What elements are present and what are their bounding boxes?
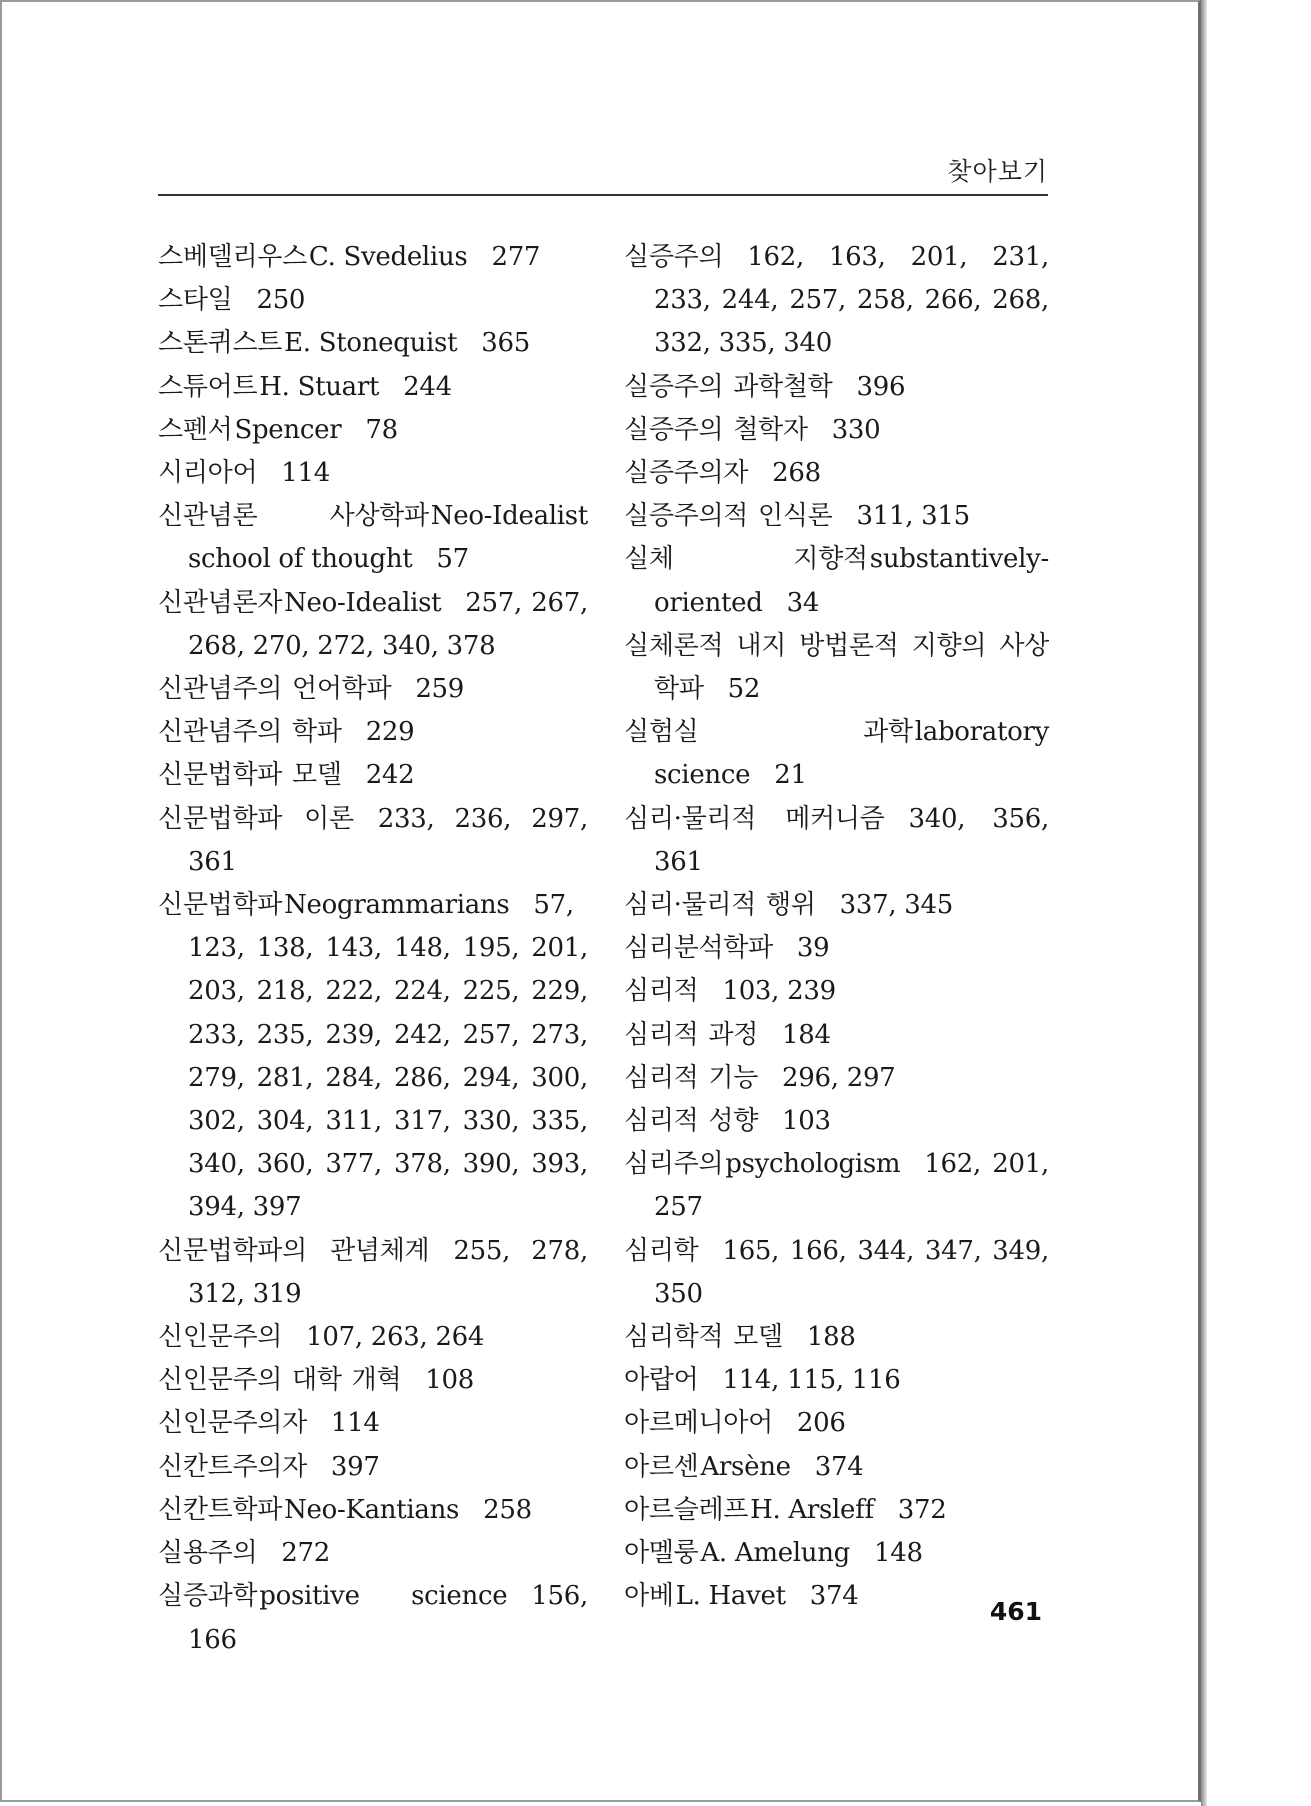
index-entry xyxy=(158,1575,588,1661)
index-term: 스튜어트 xyxy=(158,371,258,402)
index-entry xyxy=(158,798,588,884)
index-foreign-term: H. Arsleff xyxy=(750,1494,874,1525)
index-page-refs: 52 xyxy=(727,674,761,705)
index-term: 심리적 과정 xyxy=(624,1019,759,1050)
index-term: 신인문주의자 xyxy=(158,1408,307,1439)
running-header: 찾아보기 xyxy=(947,157,1048,186)
index-entry xyxy=(624,970,1049,1013)
index-term: 스베델리우스 xyxy=(158,242,307,272)
index-term: 스펜서 xyxy=(158,414,233,445)
index-term: 신문법학파 이론 xyxy=(158,803,354,834)
index-entry xyxy=(624,1402,1049,1445)
index-term: 심리주의 xyxy=(624,1149,724,1180)
index-term: 심리학 xyxy=(624,1235,699,1266)
index-term: 실증주의적 인식론 xyxy=(624,501,833,532)
index-entry xyxy=(158,1230,588,1316)
index-page-refs: 397 xyxy=(330,1451,380,1482)
index-page-refs: 165, 166, 344, 347, 349, 350 xyxy=(654,1235,1049,1309)
index-page-refs: 374 xyxy=(814,1451,864,1482)
index-entry xyxy=(158,668,588,711)
index-page-refs: 184 xyxy=(782,1019,831,1050)
index-page-refs: 108 xyxy=(425,1365,475,1396)
index-entry xyxy=(624,366,1049,409)
index-entry xyxy=(158,582,588,668)
index-entry xyxy=(158,1446,588,1489)
index-page-refs: 259 xyxy=(415,674,465,705)
index-foreign-term: E. Stonequist xyxy=(284,328,458,359)
index-entry xyxy=(158,409,588,452)
index-page-refs: 188 xyxy=(806,1322,856,1353)
index-page-refs: 330 xyxy=(831,414,881,445)
index-entry xyxy=(624,1446,1049,1489)
index-page-refs: 374 xyxy=(809,1581,859,1612)
index-entry xyxy=(158,884,588,1230)
index-page-refs: 114, 115, 116 xyxy=(722,1365,901,1396)
index-page-refs: 296, 297 xyxy=(782,1062,896,1093)
index-page-refs: 114 xyxy=(330,1408,380,1439)
index-term: 아르슬레프 xyxy=(624,1494,749,1525)
index-entry xyxy=(158,1402,588,1445)
index-page-refs: 311, 315 xyxy=(856,501,970,532)
index-term: 심리적 기능 xyxy=(624,1062,759,1093)
index-entry xyxy=(624,1230,1049,1316)
index-term: 심리적 성향 xyxy=(624,1106,759,1137)
index-column-left xyxy=(158,236,588,1662)
page-edge-shadow xyxy=(1201,0,1207,1806)
index-page-refs: 78 xyxy=(365,414,398,445)
index-term: 실증주의자 xyxy=(624,458,749,489)
index-term: 신칸트학파 xyxy=(158,1494,283,1525)
index-term: 실용주의 xyxy=(158,1538,258,1569)
index-foreign-term: substantively-oriented xyxy=(654,544,1049,618)
index-entry xyxy=(158,1359,588,1402)
index-term: 아베 xyxy=(624,1581,674,1612)
index-term: 신관념론 사상학파 xyxy=(158,501,429,532)
index-entry xyxy=(624,1316,1049,1359)
index-term: 시리아어 xyxy=(158,458,258,489)
index-page-refs: 365 xyxy=(481,328,530,359)
index-entry xyxy=(624,1532,1049,1575)
index-entry xyxy=(158,1316,588,1359)
index-term: 신관념주의 언어학파 xyxy=(158,674,392,705)
index-entry xyxy=(158,1532,588,1575)
index-page-refs: 57, 123, 138, 143, 148, 195, 201, 203, 218, 222, 224, 225, 229, 233, 235, 239, 242, 257, 273, 279, 281, 284, 286, 294, 300, 302, 304, 311, 317, 330, 335, 340, 360, 377, 378, 390, 393, 394, 397 xyxy=(188,890,588,1223)
index-foreign-term: Neo-Idealist xyxy=(284,587,442,618)
index-entry xyxy=(158,1489,588,1532)
page-number: 461 xyxy=(989,1597,1042,1626)
index-term: 스톤퀴스트 xyxy=(158,328,283,359)
index-foreign-term: A. Amelung xyxy=(700,1538,851,1569)
index-term: 신인문주의 xyxy=(158,1322,283,1353)
index-entry xyxy=(158,711,588,754)
index-entry xyxy=(624,409,1049,452)
index-term: 실증주의 철학자 xyxy=(624,414,808,445)
index-entry xyxy=(624,236,1049,366)
index-term: 아멜룽 xyxy=(624,1538,699,1569)
index-foreign-term: Neogrammarians xyxy=(284,890,510,921)
index-page-refs: 268 xyxy=(772,458,821,489)
index-term: 아르메니아어 xyxy=(624,1408,773,1439)
index-page-refs: 244 xyxy=(403,371,452,402)
index-term: 아랍어 xyxy=(624,1365,699,1396)
index-page-refs: 242 xyxy=(365,760,415,791)
index-entry xyxy=(158,495,588,581)
index-page-refs: 103 xyxy=(782,1106,831,1137)
index-term: 심리적 xyxy=(624,976,699,1007)
index-page-refs: 57 xyxy=(436,544,469,575)
index-foreign-term: Neo-Kantians xyxy=(284,1494,460,1525)
index-page-refs: 340, 356, 361 xyxy=(654,803,1049,877)
index-foreign-term: H. Stuart xyxy=(259,371,380,402)
index-entry xyxy=(158,452,588,495)
index-entry xyxy=(624,884,1049,927)
index-term: 신칸트주의자 xyxy=(158,1451,307,1482)
index-page-refs: 372 xyxy=(897,1494,947,1525)
index-entry xyxy=(624,927,1049,970)
index-page-refs: 114 xyxy=(281,458,330,489)
index-entry xyxy=(158,322,588,365)
index-page-refs: 162, 163, 201, 231, 233, 244, 257, 258, 266, 268, 332, 335, 340 xyxy=(654,242,1049,359)
index-entry xyxy=(624,1014,1049,1057)
index-term: 심리학적 모델 xyxy=(624,1322,783,1353)
index-entry xyxy=(624,798,1049,884)
index-term: 실험실 과학 xyxy=(624,717,913,748)
index-foreign-term: C. Svedelius xyxy=(308,242,468,272)
index-term: 실체론적 내지 방법론적 지향의 사상학파 xyxy=(624,630,1049,705)
index-column-right xyxy=(624,236,1049,1619)
index-term: 실증주의 과학철학 xyxy=(624,371,833,402)
index-page-refs: 255, 278, 312, 319 xyxy=(188,1235,588,1309)
index-foreign-term: L. Havet xyxy=(675,1581,786,1612)
index-term: 심리·물리적 행위 xyxy=(624,890,816,921)
index-term: 스타일 xyxy=(158,285,233,316)
index-page-refs: 107, 263, 264 xyxy=(306,1322,485,1353)
index-page-refs: 337, 345 xyxy=(839,890,954,921)
index-term: 신관념주의 학파 xyxy=(158,717,342,748)
index-entry xyxy=(624,452,1049,495)
index-page-refs: 39 xyxy=(796,933,830,964)
index-page-refs: 272 xyxy=(281,1538,330,1569)
index-page-refs: 206 xyxy=(796,1408,846,1439)
index-term: 실증과학 xyxy=(158,1581,258,1612)
index-entry xyxy=(624,495,1049,538)
index-foreign-term: positive science xyxy=(259,1581,508,1612)
index-entry xyxy=(158,754,588,797)
index-term: 신인문주의 대학 개혁 xyxy=(158,1365,402,1396)
index-foreign-term: laboratory science xyxy=(654,717,1049,791)
index-term: 신문법학파 xyxy=(158,890,283,921)
index-page-refs: 103, 239 xyxy=(722,976,836,1007)
index-page-refs: 277 xyxy=(491,242,541,272)
index-entry xyxy=(624,1489,1049,1532)
index-foreign-term: Spencer xyxy=(234,414,342,445)
index-entry xyxy=(624,1057,1049,1100)
index-page-refs: 396 xyxy=(856,371,906,402)
index-page-refs: 162, 201, 257 xyxy=(654,1149,1049,1223)
index-entry xyxy=(624,538,1049,624)
index-page-refs: 250 xyxy=(256,285,306,316)
index-foreign-term: Arsène xyxy=(700,1451,791,1482)
index-term: 아르센 xyxy=(624,1451,699,1482)
index-page-refs: 156, 166 xyxy=(188,1581,588,1655)
index-page-refs: 257, 267, 268, 270, 272, 340, 378 xyxy=(188,587,588,661)
index-entry xyxy=(158,236,588,279)
index-entry xyxy=(624,711,1049,797)
index-entry xyxy=(624,1143,1049,1229)
index-term: 심리·물리적 메커니즘 xyxy=(624,803,885,834)
index-page-refs: 21 xyxy=(774,760,807,791)
index-term: 신문법학파 모델 xyxy=(158,760,342,791)
index-term: 실체 지향적 xyxy=(624,544,868,575)
index-entry xyxy=(158,366,588,409)
index-page-refs: 233, 236, 297, 361 xyxy=(188,803,588,877)
index-entry xyxy=(624,1359,1049,1402)
header-rule xyxy=(158,194,1048,196)
index-term: 실증주의 xyxy=(624,242,724,272)
index-entry xyxy=(624,625,1049,711)
index-page-refs: 34 xyxy=(786,587,820,618)
index-foreign-term: Neo-Idealist school of thought xyxy=(188,501,588,575)
index-foreign-term: psychologism xyxy=(725,1149,901,1180)
index-term: 신관념론자 xyxy=(158,587,283,618)
index-term: 신문법학파의 관념체계 xyxy=(158,1235,430,1266)
index-entry xyxy=(158,279,588,322)
index-page-refs: 148 xyxy=(874,1538,923,1569)
index-entry xyxy=(624,1100,1049,1143)
index-page-refs: 258 xyxy=(483,1494,532,1525)
index-page-refs: 229 xyxy=(365,717,415,748)
index-term: 심리분석학파 xyxy=(624,933,773,964)
